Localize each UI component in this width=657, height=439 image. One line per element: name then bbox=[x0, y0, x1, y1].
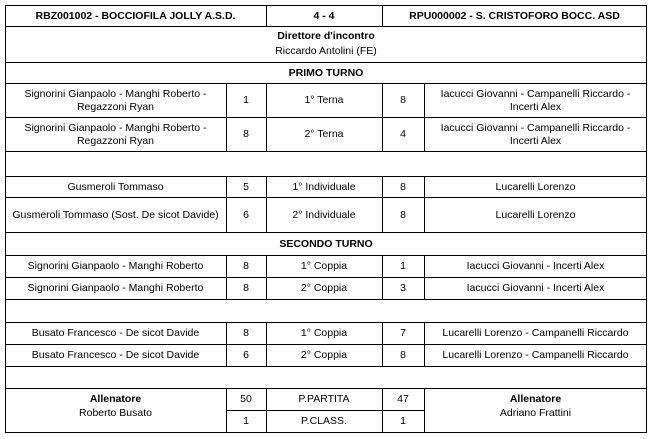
home-team-name: RBZ001002 - BOCCIOFILA JOLLY A.S.D. bbox=[35, 9, 236, 22]
away-coach-name: Adriano Frattini bbox=[499, 406, 572, 419]
primo-row-1-away-score: 8 bbox=[400, 94, 406, 106]
secondo-row-2-home-score: 8 bbox=[243, 282, 249, 294]
secondo-row-3-home-score: 8 bbox=[243, 327, 249, 339]
secondo-row-1-home-players: Signorini Gianpaolo - Manghi Roberto bbox=[27, 260, 204, 272]
primo-row-2-away-players: Iacucci Giovanni - Campanelli Riccardo - Incerti Alex bbox=[440, 121, 631, 147]
primo-row-3-home-players: Gusmeroli Tommaso bbox=[67, 180, 164, 193]
footer-spacer-row bbox=[5, 366, 647, 389]
secondo-row-1-away-score: 1 bbox=[400, 260, 406, 272]
primo-row-3-away-players: Lucarelli Lorenzo bbox=[495, 180, 576, 193]
primo-spacer-row bbox=[5, 151, 647, 177]
secondo-row-4-game-type: 2° Coppia bbox=[300, 349, 348, 361]
secondo-row-2-game-type: 2° Coppia bbox=[300, 282, 348, 294]
secondo-row-2-away-score: 3 bbox=[400, 282, 406, 294]
primo-row-4-home-players: Gusmeroli Tommaso (Sost. De sicot Davide) bbox=[12, 208, 219, 221]
class-label: P.CLASS. bbox=[301, 415, 347, 427]
secondo-row-3-game-type: 1° Coppia bbox=[300, 327, 348, 339]
class-away-points: 1 bbox=[400, 415, 406, 427]
primo-row-2-home-players: Signorini Gianpaolo - Manghi Roberto - Regazzoni Ryan bbox=[24, 121, 207, 147]
primo-row-3-game-type: 1° Individuale bbox=[292, 180, 356, 193]
secondo-row-3-away-score: 7 bbox=[400, 327, 406, 339]
primo-row-4-away-score: 8 bbox=[400, 208, 406, 221]
primo-row-1-away-players: Iacucci Giovanni - Campanelli Riccardo - Incerti Alex bbox=[440, 87, 631, 113]
secondo-row-3-away-players: Lucarelli Lorenzo - Campanelli Riccardo bbox=[442, 327, 629, 339]
primo-row-3-home-score: 5 bbox=[243, 180, 249, 193]
secondo-row-1-game-type: 1° Coppia bbox=[300, 260, 348, 272]
secondo-row-4-away-players: Lucarelli Lorenzo - Campanelli Riccardo bbox=[442, 349, 629, 361]
partita-home-points: 50 bbox=[240, 393, 252, 405]
secondo-row-4-away-score: 8 bbox=[400, 349, 406, 361]
primo-row-3-away-score: 8 bbox=[400, 180, 406, 193]
primo-row-4-away-players: Lucarelli Lorenzo bbox=[495, 208, 576, 221]
director-label: Direttore d'incontro bbox=[277, 29, 375, 42]
secondo-row-3-home-players: Busato Francesco - De sicot Davide bbox=[31, 327, 200, 339]
primo-row-1-game-type: 1° Terna bbox=[304, 94, 344, 106]
home-coach-name: Roberto Busato bbox=[79, 406, 152, 419]
secondo-row-2-away-players: Iacucci Giovanni - Incerti Alex bbox=[466, 282, 605, 294]
primo-row-1-home-score: 1 bbox=[243, 94, 249, 106]
partita-label: P.PARTITA bbox=[298, 393, 350, 405]
secondo-row-2-home-players: Signorini Gianpaolo - Manghi Roberto bbox=[27, 282, 204, 294]
home-coach-label: Allenatore bbox=[89, 392, 142, 405]
primo-row-4-home-score: 6 bbox=[243, 208, 249, 221]
class-home-points: 1 bbox=[243, 415, 249, 427]
away-team-name: RPU000002 - S. CRISTOFORO BOCC. ASD bbox=[409, 9, 620, 22]
primo-row-4-game-type: 2° Individuale bbox=[292, 208, 356, 221]
secondo-spacer-row bbox=[5, 299, 647, 323]
match-score: 4 - 4 bbox=[313, 9, 335, 22]
secondo-row-4-home-score: 6 bbox=[243, 349, 249, 361]
secondo-row-4-home-players: Busato Francesco - De sicot Davide bbox=[31, 349, 200, 361]
secondo-row-1-away-players: Iacucci Giovanni - Incerti Alex bbox=[466, 260, 605, 272]
secondo-row-1-home-score: 8 bbox=[243, 260, 249, 272]
primo-row-2-game-type: 2° Terna bbox=[304, 128, 344, 140]
primo-row-1-home-players: Signorini Gianpaolo - Manghi Roberto - Regazzoni Ryan bbox=[24, 87, 207, 113]
primo-row-2-away-score: 4 bbox=[400, 128, 406, 140]
primo-turno-title: PRIMO TURNO bbox=[288, 66, 364, 79]
secondo-turno-title: SECONDO TURNO bbox=[279, 237, 373, 250]
partita-away-points: 47 bbox=[397, 393, 409, 405]
away-coach-label: Allenatore bbox=[509, 392, 562, 405]
primo-row-2-home-score: 8 bbox=[243, 128, 249, 140]
director-name: Riccardo Antolini (FE) bbox=[275, 44, 377, 57]
